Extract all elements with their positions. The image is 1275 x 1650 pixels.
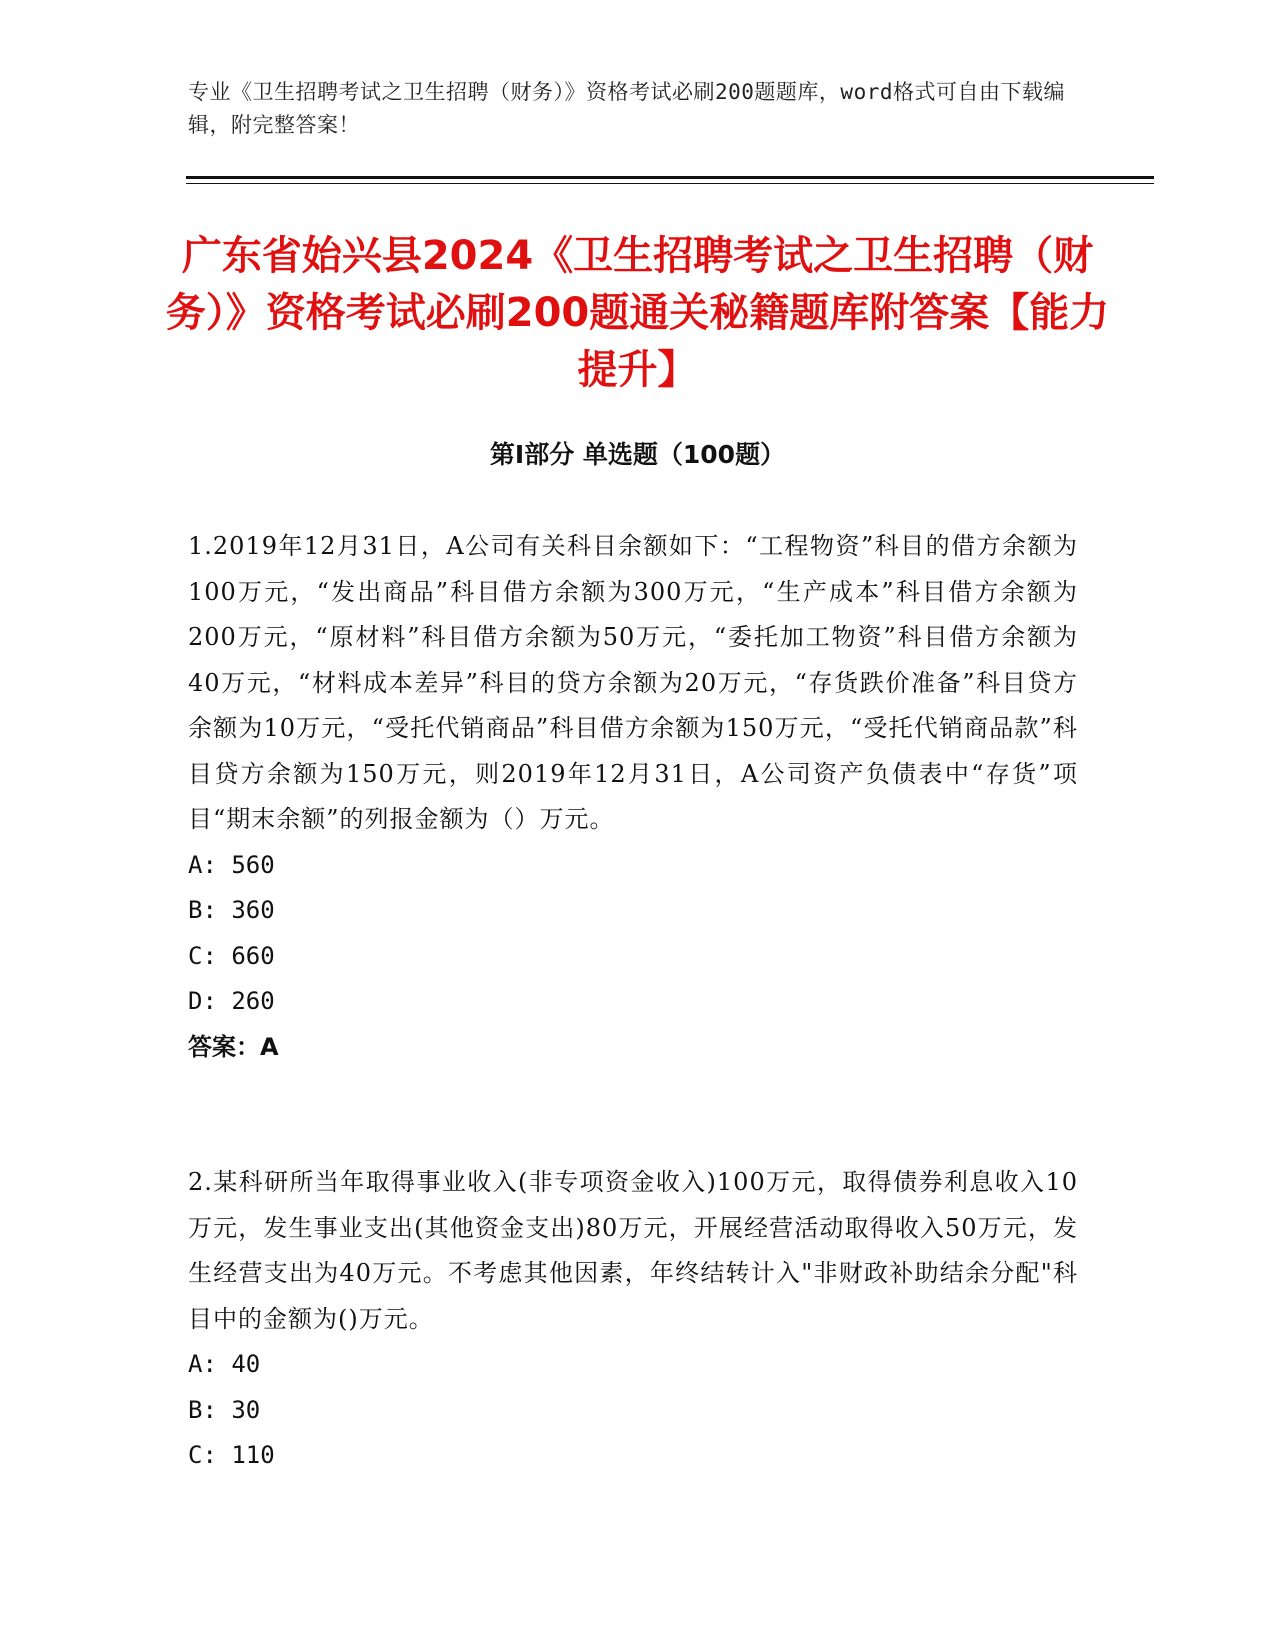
document-title: 广东省始兴县2024《卫生招聘考试之卫生招聘（财务）》资格考试必刷200题通关秘籍题库附答案【能力提升】 xyxy=(165,233,1110,393)
answer-label: 答案：A xyxy=(188,1032,279,1061)
question-1 xyxy=(188,524,1078,1070)
option-d: D: 260 xyxy=(188,987,275,1015)
question-stem: 1.2019年12月31日，A公司有关科目余额如下：“工程物资”科目的借方余额为100万元，“发出商品”科目借方余额为300万元，“生产成本”科目借方余额为200万元，“原材料”科目借方余额为50万元，“委托加工物资”科目借方余额为40万元，“材料成本差异”科目的贷方余额为20万元，“存货跌价准备”科目贷方余额为10万元，“受托代销商品”科目借方余额为150万元，“受托代销商品款”科目贷方余额为150万元，则2019年12月31日，A公司资产负债表中“存货”项目“期末余额”的列报金额为（）万元。 xyxy=(188,532,1078,833)
option-b: B: 360 xyxy=(188,896,275,924)
question-2 xyxy=(188,1160,1078,1479)
header-divider-thin xyxy=(186,183,1154,184)
section-title: 第I部分 单选题（100题） xyxy=(489,440,786,469)
option-c: C: 110 xyxy=(188,1441,275,1469)
question-stem: 2.某科研所当年取得事业收入(非专项资金收入)100万元，取得债券利息收入10万元，发生事业支出(其他资金支出)80万元，开展经营活动取得收入50万元，发生经营支出为40万元。不考虑其他因素，年终结转计入"非财政补助结余分配"科目中的金额为()万元。 xyxy=(188,1168,1078,1333)
header-divider-thick xyxy=(186,176,1154,179)
option-c: C: 660 xyxy=(188,941,275,970)
header-note: 专业《卫生招聘考试之卫生招聘（财务）》资格考试必刷200题题库，word格式可自由下载编辑，附完整答案！ xyxy=(188,80,1065,137)
option-a: A: 40 xyxy=(188,1350,261,1378)
option-b: B: 30 xyxy=(188,1395,261,1424)
option-a: A: 560 xyxy=(188,850,275,879)
